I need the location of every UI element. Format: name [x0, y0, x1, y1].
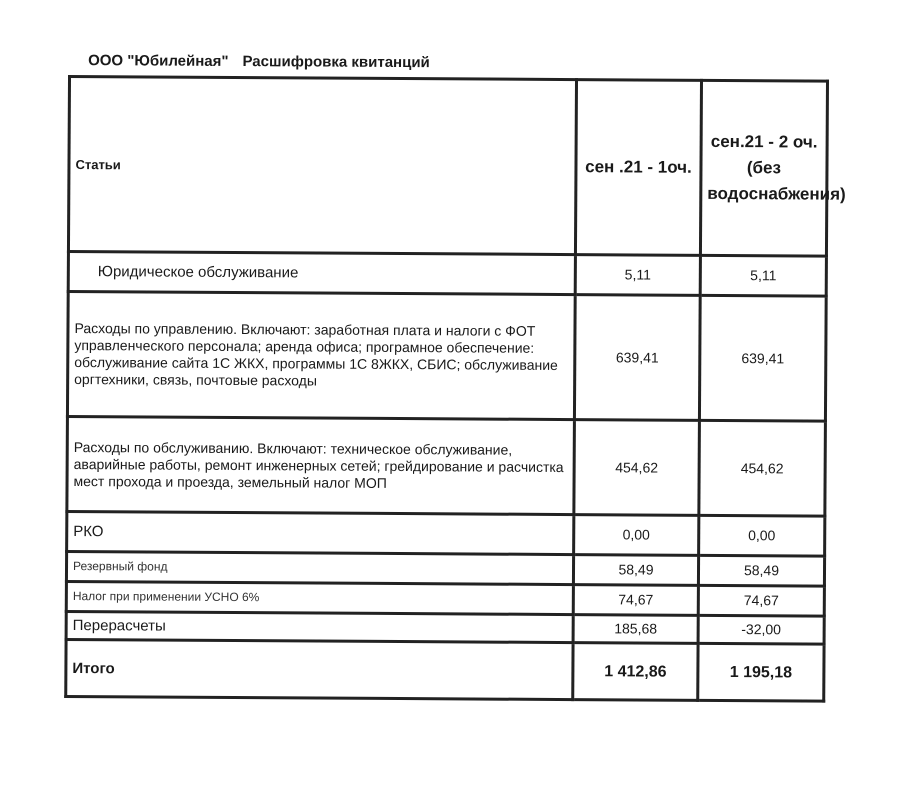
table-row	[68, 251, 826, 296]
value-period-2: 454,62	[699, 420, 826, 516]
row-label: Резервный фонд	[66, 551, 573, 584]
row-label: Расходы по управлению. Включают: заработная плата и налоги с ФОТ управленческого персонала; аренда офиса; програмное обеспечение: обслуживание сайта 1С ЖКХ, программы 1С 8ЖКХ, СБИС; обслуживание оргтехники, связь, почтовые расходы	[67, 291, 575, 419]
row-label: Юридическое обслуживание	[68, 251, 575, 294]
value-period-2: 639,41	[699, 295, 826, 421]
document-heading: Расшифровка квитанций	[242, 53, 430, 72]
total-period-2: 1 195,18	[698, 643, 824, 701]
column-header-items: Статьи	[68, 76, 576, 254]
value-period-1: 454,62	[574, 420, 700, 516]
value-period-1: 0,00	[574, 515, 699, 556]
value-period-2: 5,11	[700, 255, 826, 296]
value-period-1: 58,49	[573, 555, 698, 586]
total-row	[66, 639, 824, 701]
value-period-1: 5,11	[575, 255, 700, 296]
row-label: РКО	[67, 511, 574, 554]
value-period-1: 639,41	[574, 295, 700, 421]
table-row	[67, 416, 826, 516]
table-header-row	[68, 76, 827, 256]
column-header-period-1: сен .21 - 1оч.	[575, 80, 701, 256]
row-label: Расходы по обслуживанию. Включают: техническое обслуживание, аварийные работы, ремонт инженерных сетей; грейдирование и расчистка мест прохода и проезда, земельный налог МОП	[67, 416, 575, 514]
total-period-1: 1 412,86	[573, 643, 698, 701]
row-label: Налог при применении УСНО 6%	[66, 581, 573, 614]
column-header-period-2: сен.21 - 2 оч.(без водоснабжения)	[700, 80, 827, 256]
document-title	[88, 52, 444, 71]
table-row	[66, 581, 824, 616]
value-period-1: 74,67	[573, 585, 698, 616]
company-name: ООО "Юбилейная"	[88, 52, 229, 70]
table-row	[67, 511, 825, 556]
receipt-breakdown-table	[64, 75, 846, 703]
total-label: Итого	[66, 639, 573, 699]
row-label: Перерасчеты	[66, 611, 573, 642]
value-period-2: 0,00	[699, 515, 825, 556]
value-period-2: -32,00	[698, 615, 824, 644]
table-row	[67, 291, 826, 421]
table-row	[66, 551, 824, 586]
value-period-1: 185,68	[573, 615, 698, 644]
value-period-2: 74,67	[698, 585, 824, 616]
value-period-2: 58,49	[698, 555, 824, 586]
